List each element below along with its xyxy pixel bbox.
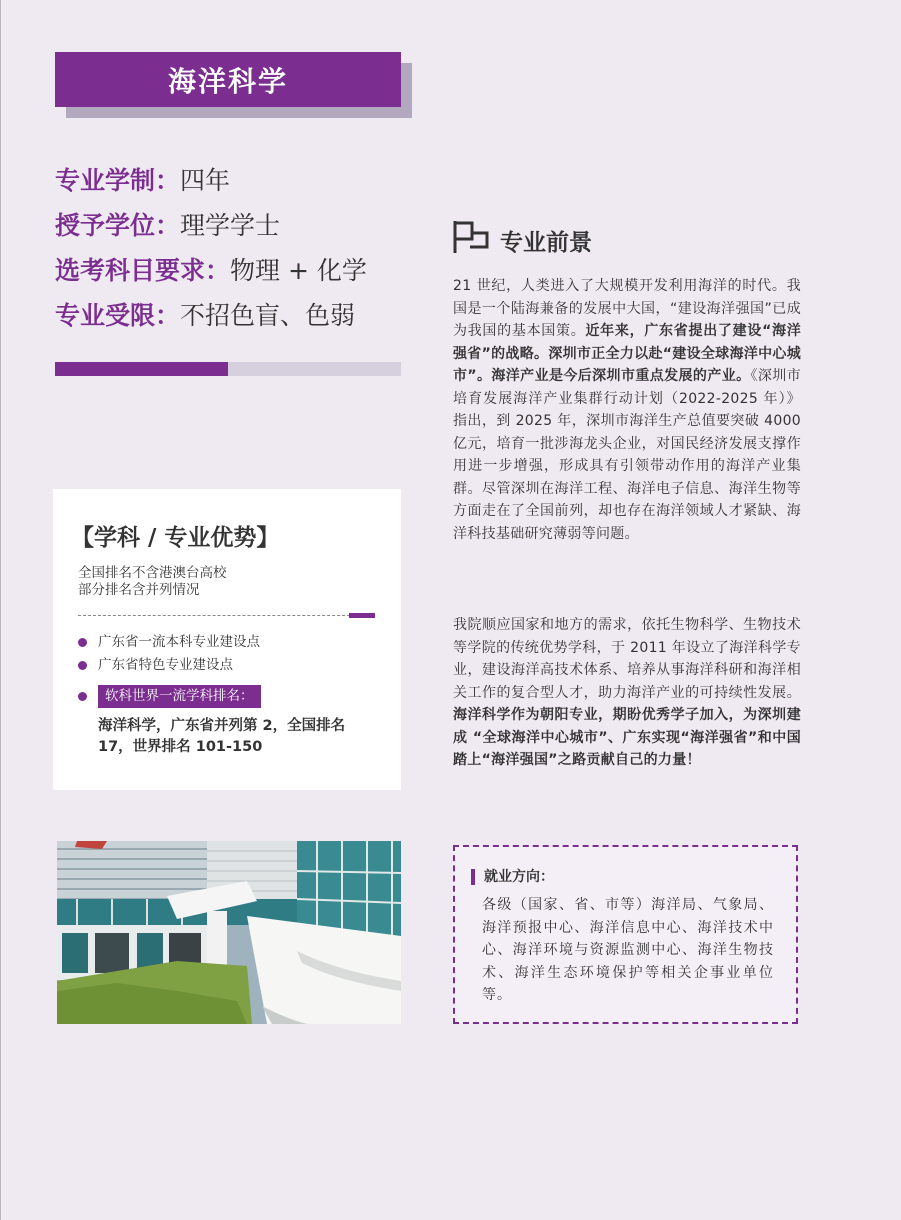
- list-item: [78, 654, 260, 677]
- divider-accent: [349, 613, 375, 618]
- info-value: 物理 + 化学: [230, 256, 367, 285]
- ranking-item: [78, 685, 261, 708]
- ranking-badge: 软科世界一流学科排名：: [98, 685, 261, 708]
- info-label: 专业受限：: [55, 301, 181, 330]
- prospect-paragraph-2: [453, 614, 801, 772]
- advantage-card: [53, 489, 401, 790]
- info-value: 不招色盲、色弱: [180, 301, 356, 330]
- advantage-list: [78, 631, 260, 677]
- info-row-subjects: [55, 248, 367, 293]
- program-info: [55, 158, 367, 338]
- info-row-restrictions: [55, 293, 367, 338]
- prospect-title: 专业前景: [500, 230, 592, 256]
- bullet-icon: [78, 692, 87, 701]
- paragraph-text: 《深圳市培育发展海洋产业集群行动计划（2022-2025 年）》指出，到 2025 年，深圳市海洋生产总值要突破 4000 亿元，培育一批涉海龙头企业，对国民经济发展支撑作用进一步增强，形成具有引领带动作用的海洋产业集群。尽管深圳在海洋工程、海洋电子信息、海洋生物等方面走在了全国前列，却也存在海洋领域人才紧缺、海洋科技基础研究薄弱等问题。: [453, 368, 802, 542]
- list-item-text: 广东省特色专业建设点: [98, 657, 233, 673]
- decorative-bar-fill: [55, 362, 228, 376]
- info-label: 授予学位：: [55, 211, 181, 240]
- decorative-bar: [55, 362, 401, 376]
- career-box: [453, 845, 798, 1024]
- dashed-divider: [78, 615, 375, 616]
- paragraph-bold-text: 海洋科学作为朝阳专业，期盼优秀学子加入，为深圳建成 “全球海洋中心城市”、广东实现“海洋强省”和中国踏上“海洋强国”之路贡献自己的力量！: [453, 707, 801, 768]
- info-row-degree: [55, 203, 367, 248]
- campus-photo: [57, 841, 401, 1024]
- bullet-icon: [78, 638, 87, 647]
- career-heading: 就业方向：: [471, 869, 554, 885]
- info-value: 理学学士: [180, 211, 281, 240]
- campus-photo-illustration: [57, 841, 401, 1024]
- career-body: 各级（国家、省、市等）海洋局、气象局、海洋预报中心、海洋信息中心、海洋技术中心、海洋环境与资源监测中心、海洋生物技术、海洋生态环境保护等相关企事业单位等。: [482, 897, 774, 1003]
- list-item-text: 广东省一流本科专业建设点: [98, 634, 260, 650]
- info-row-duration: [55, 158, 367, 203]
- advantage-note-line: 全国排名不含港澳台高校: [78, 565, 227, 581]
- info-label: 专业学制：: [55, 166, 181, 195]
- advantage-title: 【学科 / 专业优势】: [71, 525, 280, 551]
- paragraph-text: 我院顺应国家和地方的需求，依托生物科学、生物技术等学院的传统优势学科，于 2011 年设立了海洋科学专业，建设海洋高技术体系、培养从事海洋科研和海洋相关工作的复合型人才，助力海洋产业的可持续性发展。: [453, 617, 801, 701]
- bullet-icon: [78, 661, 87, 670]
- flag-icon: [452, 219, 490, 255]
- advantage-note-line: 部分排名含并列情况: [78, 582, 200, 598]
- page-edge: [0, 0, 1, 1220]
- paragraph-bold-text: 近年来，广东省提出了建设“海洋强省”的战略。深圳市正全力以赴“建设全球海洋中心城市”。海洋产业是今后深圳市重点发展的产业。: [453, 323, 802, 384]
- prospect-paragraph-1: [453, 275, 801, 545]
- info-value: 四年: [180, 166, 231, 195]
- advantage-note: [78, 565, 227, 599]
- list-item: [78, 631, 260, 654]
- page-title: 海洋科学: [55, 52, 401, 107]
- info-label: 选考科目要求：: [55, 256, 231, 285]
- ranking-text: 海洋科学，广东省并列第 2，全国排名 17，世界排名 101-150: [98, 718, 346, 755]
- paragraph-text: 21 世纪，人类进入了大规模开发利用海洋的时代。我国是一个陆海兼备的发展中大国，“建设海洋强国”已成为我国的基本国策。: [453, 278, 801, 339]
